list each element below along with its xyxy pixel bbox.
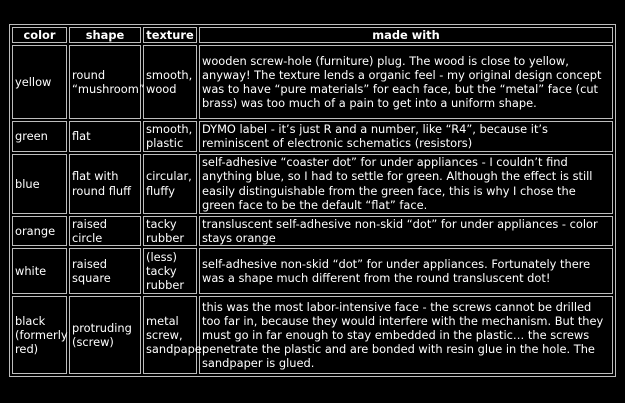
cell-color: black (formerly red) [12, 296, 67, 374]
cell-texture: metal screw, sandpaper [143, 296, 197, 374]
cell-made-with: self-adhesive non-skid “dot” for under appliances. Fortunately there was a shape much different from the round transluscent dot! [199, 248, 613, 294]
cell-color: orange [12, 216, 67, 246]
cell-shape: raised circle [69, 216, 141, 246]
cell-texture: (less) tacky rubber [143, 248, 197, 294]
cell-shape: flat with round fluff [69, 154, 141, 214]
cell-made-with: self-adhesive “coaster dot” for under appliances - I couldn’t find anything blue, so I had to settle for green. Although the effect is still easily distinguishable from the green face, this is why I chose the green face to be the default “flat” face. [199, 154, 613, 214]
cell-shape: protruding (screw) [69, 296, 141, 374]
cell-color: yellow [12, 45, 67, 119]
cell-made-with: transluscent self-adhesive non-skid “dot” for under appliances - color stays orange [199, 216, 613, 246]
cell-made-with: wooden screw-hole (furniture) plug. The wood is close to yellow, anyway! The texture lends a organic feel - my original design concept was to have “pure materials” for each face, but the “metal” face (cut brass) was too much of a pain to get into a uniform shape. [199, 45, 613, 119]
cell-made-with: DYMO label - it’s just R and a number, like “R4”, because it’s reminiscent of electronic schematics (resistors) [199, 121, 613, 151]
table-row [12, 216, 613, 246]
cell-color: white [12, 248, 67, 294]
table-row [12, 121, 613, 151]
cell-texture: circular, fluffy [143, 154, 197, 214]
header-texture: texture [143, 27, 197, 43]
table-row [12, 296, 613, 374]
cell-shape: flat [69, 121, 141, 151]
faces-table [9, 24, 616, 377]
cell-texture: tacky rubber [143, 216, 197, 246]
header-row [12, 27, 613, 43]
cell-texture: smooth, wood [143, 45, 197, 119]
table-row [12, 45, 613, 119]
cell-color: green [12, 121, 67, 151]
header-color: color [12, 27, 67, 43]
cell-shape: round “mushroom” [69, 45, 141, 119]
cell-color: blue [12, 154, 67, 214]
header-made-with: made with [199, 27, 613, 43]
header-shape: shape [69, 27, 141, 43]
table-row [12, 248, 613, 294]
cell-made-with: this was the most labor-intensive face - the screws cannot be drilled too far in, because they would interfere with the mechanism. But they must go in far enough to stay embedded in the plastic… the screws penetrate the plastic and are bonded with resin glue in the hole. The sandpaper is glued. [199, 296, 613, 374]
cell-shape: raised square [69, 248, 141, 294]
table-row [12, 154, 613, 214]
cell-texture: smooth, plastic [143, 121, 197, 151]
